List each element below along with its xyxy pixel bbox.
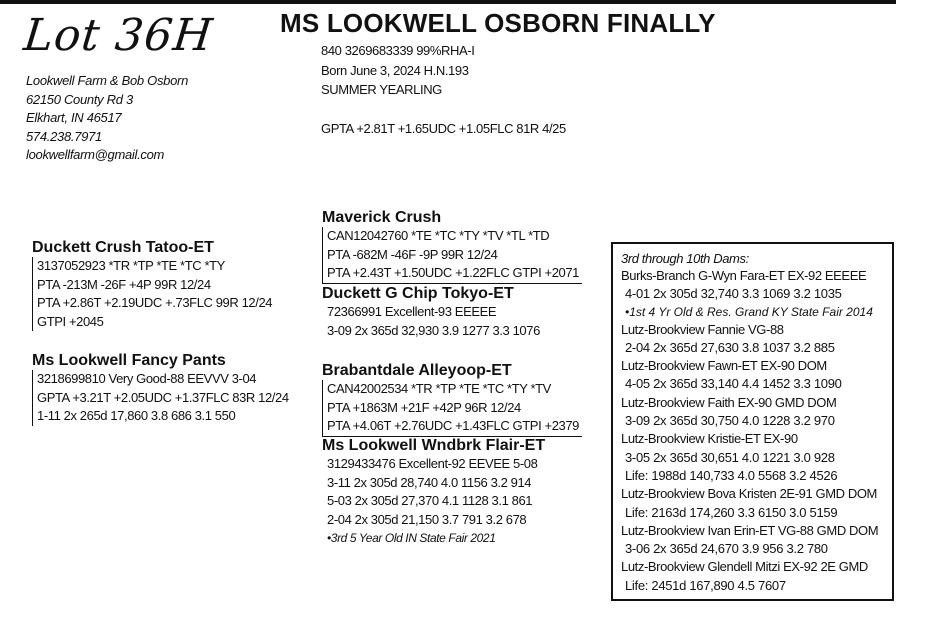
top-rule <box>0 0 896 4</box>
sire-dam-name: Duckett G Chip Tokyo-ET <box>322 285 514 302</box>
sire-line: 3137052923 *TR *TP *TE *TC *TY <box>37 258 225 273</box>
sire-dam-line: 3-09 2x 365d 32,930 3.9 1277 3.3 1076 <box>327 322 540 338</box>
sire-line: PTA -213M -26F +4P 99R 12/24 <box>37 276 211 292</box>
consignor-note <box>26 72 188 165</box>
animal-name-title: MS LOOKWELL OSBORN FINALLY <box>280 8 716 38</box>
dam-dam-line: 2-04 2x 305d 21,150 3.7 791 3.2 678 <box>327 511 527 527</box>
dam-entry-record: 3-06 2x 365d 24,670 3.9 956 3.2 780 <box>625 541 828 557</box>
sire-sire-line: PTA -682M -46F -9P 99R 12/24 <box>327 246 498 262</box>
consignor-line: lookwellfarm@gmail.com <box>26 147 165 162</box>
sire-dam-line: 72366991 Excellent-93 EEEEE <box>327 304 497 319</box>
extended-dams-header: 3rd through 10th Dams: <box>621 251 749 266</box>
dam-dam-line: 5-03 2x 305d 27,370 4.1 1128 3.1 861 <box>327 493 533 508</box>
detail-line <box>321 100 566 119</box>
dam-entry-name: Lutz-Brookview Kristie-ET EX-90 <box>621 431 798 447</box>
sire-sire-line: CAN12042760 *TE *TC *TY *TV *TL *TD <box>327 228 550 243</box>
dam-entry-record: 3-05 2x 365d 30,651 4.0 1221 3.0 928 <box>625 449 835 465</box>
sire-sire-line: PTA +2.43T +1.50UDC +1.22FLC GTPI +2071 <box>327 265 580 280</box>
dam-entry-award: •1st 4 Yr Old & Res. Grand KY State Fair 2014 <box>625 304 873 319</box>
lot-number: Lot 36H <box>21 10 216 61</box>
sire-sire-block <box>322 209 602 284</box>
dam-sire-name: Brabantdale Alleyoop-ET <box>322 362 512 379</box>
dam-entry-name: Burks-Branch G-Wyn Fara-ET EX-92 EEEEE <box>621 268 867 283</box>
animal-details <box>321 41 566 138</box>
dam-sire-line: CAN42002534 *TR *TP *TE *TC *TY *TV <box>327 381 551 396</box>
dam-entry-record: 4-05 2x 365d 33,140 4.4 1452 3.3 1090 <box>625 376 842 392</box>
dam-entry-record: 4-01 2x 305d 32,740 3.3 1069 3.2 1035 <box>625 286 842 302</box>
dam-dam-block <box>322 437 602 548</box>
dam-sire-line: PTA +4.06T +2.76UDC +1.43FLC GTPI +2379 <box>327 418 580 433</box>
consignor-line: Lookwell Farm & Bob Osborn <box>26 73 188 88</box>
sire-dam-block <box>322 285 602 340</box>
dam-dam-line: 3-11 2x 305d 28,740 4.0 1156 3.2 914 <box>327 474 532 490</box>
detail-line: GPTA +2.81T +1.65UDC +1.05FLC 81R 4/25 <box>321 120 566 136</box>
consignor-line: 62150 County Rd 3 <box>26 91 133 107</box>
dam-line: 3218699810 Very Good-88 EEVVV 3-04 <box>37 371 257 386</box>
sire-sire-name: Maverick Crush <box>322 209 442 226</box>
consignor-line: 574.238.7971 <box>26 128 102 144</box>
dam-name: Ms Lookwell Fancy Pants <box>32 352 226 369</box>
detail-line: 840 3269683339 99%RHA-I <box>321 43 475 58</box>
dam-entry-name: Lutz-Brookview Ivan Erin-ET VG-88 GMD DOM <box>621 522 879 538</box>
dam-entry-lifetime: Life: 1988d 140,733 4.0 5568 3.2 4526 <box>625 467 838 483</box>
sire-line: PTA +2.86T +2.19UDC +.73FLC 99R 12/24 <box>37 295 273 310</box>
sire-block <box>32 239 307 331</box>
dam-entry-record: 2-04 2x 365d 27,630 3.8 1037 3.2 885 <box>625 339 835 355</box>
dam-sire-line: PTA +1863M +21F +42P 96R 12/24 <box>327 399 521 415</box>
dam-entry-name: Lutz-Brookview Fawn-ET EX-90 DOM <box>621 358 827 374</box>
dam-entry-lifetime: Life: 2163d 174,260 3.3 6150 3.0 5159 <box>625 504 838 520</box>
dam-line: 1-11 2x 265d 17,860 3.8 686 3.1 550 <box>37 408 236 423</box>
dam-sire-block <box>322 362 602 437</box>
dam-entry-record: 3-09 2x 365d 30,750 4.0 1228 3.2 970 <box>625 413 835 429</box>
dam-dam-name: Ms Lookwell Wndbrk Flair-ET <box>322 437 546 454</box>
detail-line: Born June 3, 2024 H.N.193 <box>321 62 469 78</box>
dam-block <box>32 352 307 426</box>
dam-entry-name: Lutz-Brookview Glendell Mitzi EX-92 2E GMD <box>621 559 868 575</box>
dam-entry-name: Lutz-Brookview Fannie VG-88 <box>621 321 784 337</box>
dam-entry-name: Lutz-Brookview Faith EX-90 GMD DOM <box>621 394 837 410</box>
dam-line: GPTA +3.21T +2.05UDC +1.37FLC 83R 12/24 <box>37 389 289 405</box>
detail-line: SUMMER YEARLING <box>321 82 442 97</box>
dam-dam-line: 3129433476 Excellent-92 EEVEE 5-08 <box>327 456 538 471</box>
dam-dam-award: •3rd 5 Year Old IN State Fair 2021 <box>327 531 496 545</box>
sire-name: Duckett Crush Tatoo-ET <box>32 239 214 256</box>
sire-line: GTPI +2045 <box>37 313 104 329</box>
consignor-line: Elkhart, IN 46517 <box>26 110 122 125</box>
dam-entry-lifetime: Life: 2451d 167,890 4.5 7607 <box>625 577 786 593</box>
extended-dams-box <box>611 242 894 601</box>
dam-entry-name: Lutz-Brookview Bova Kristen 2E-91 GMD DOM <box>621 486 877 502</box>
